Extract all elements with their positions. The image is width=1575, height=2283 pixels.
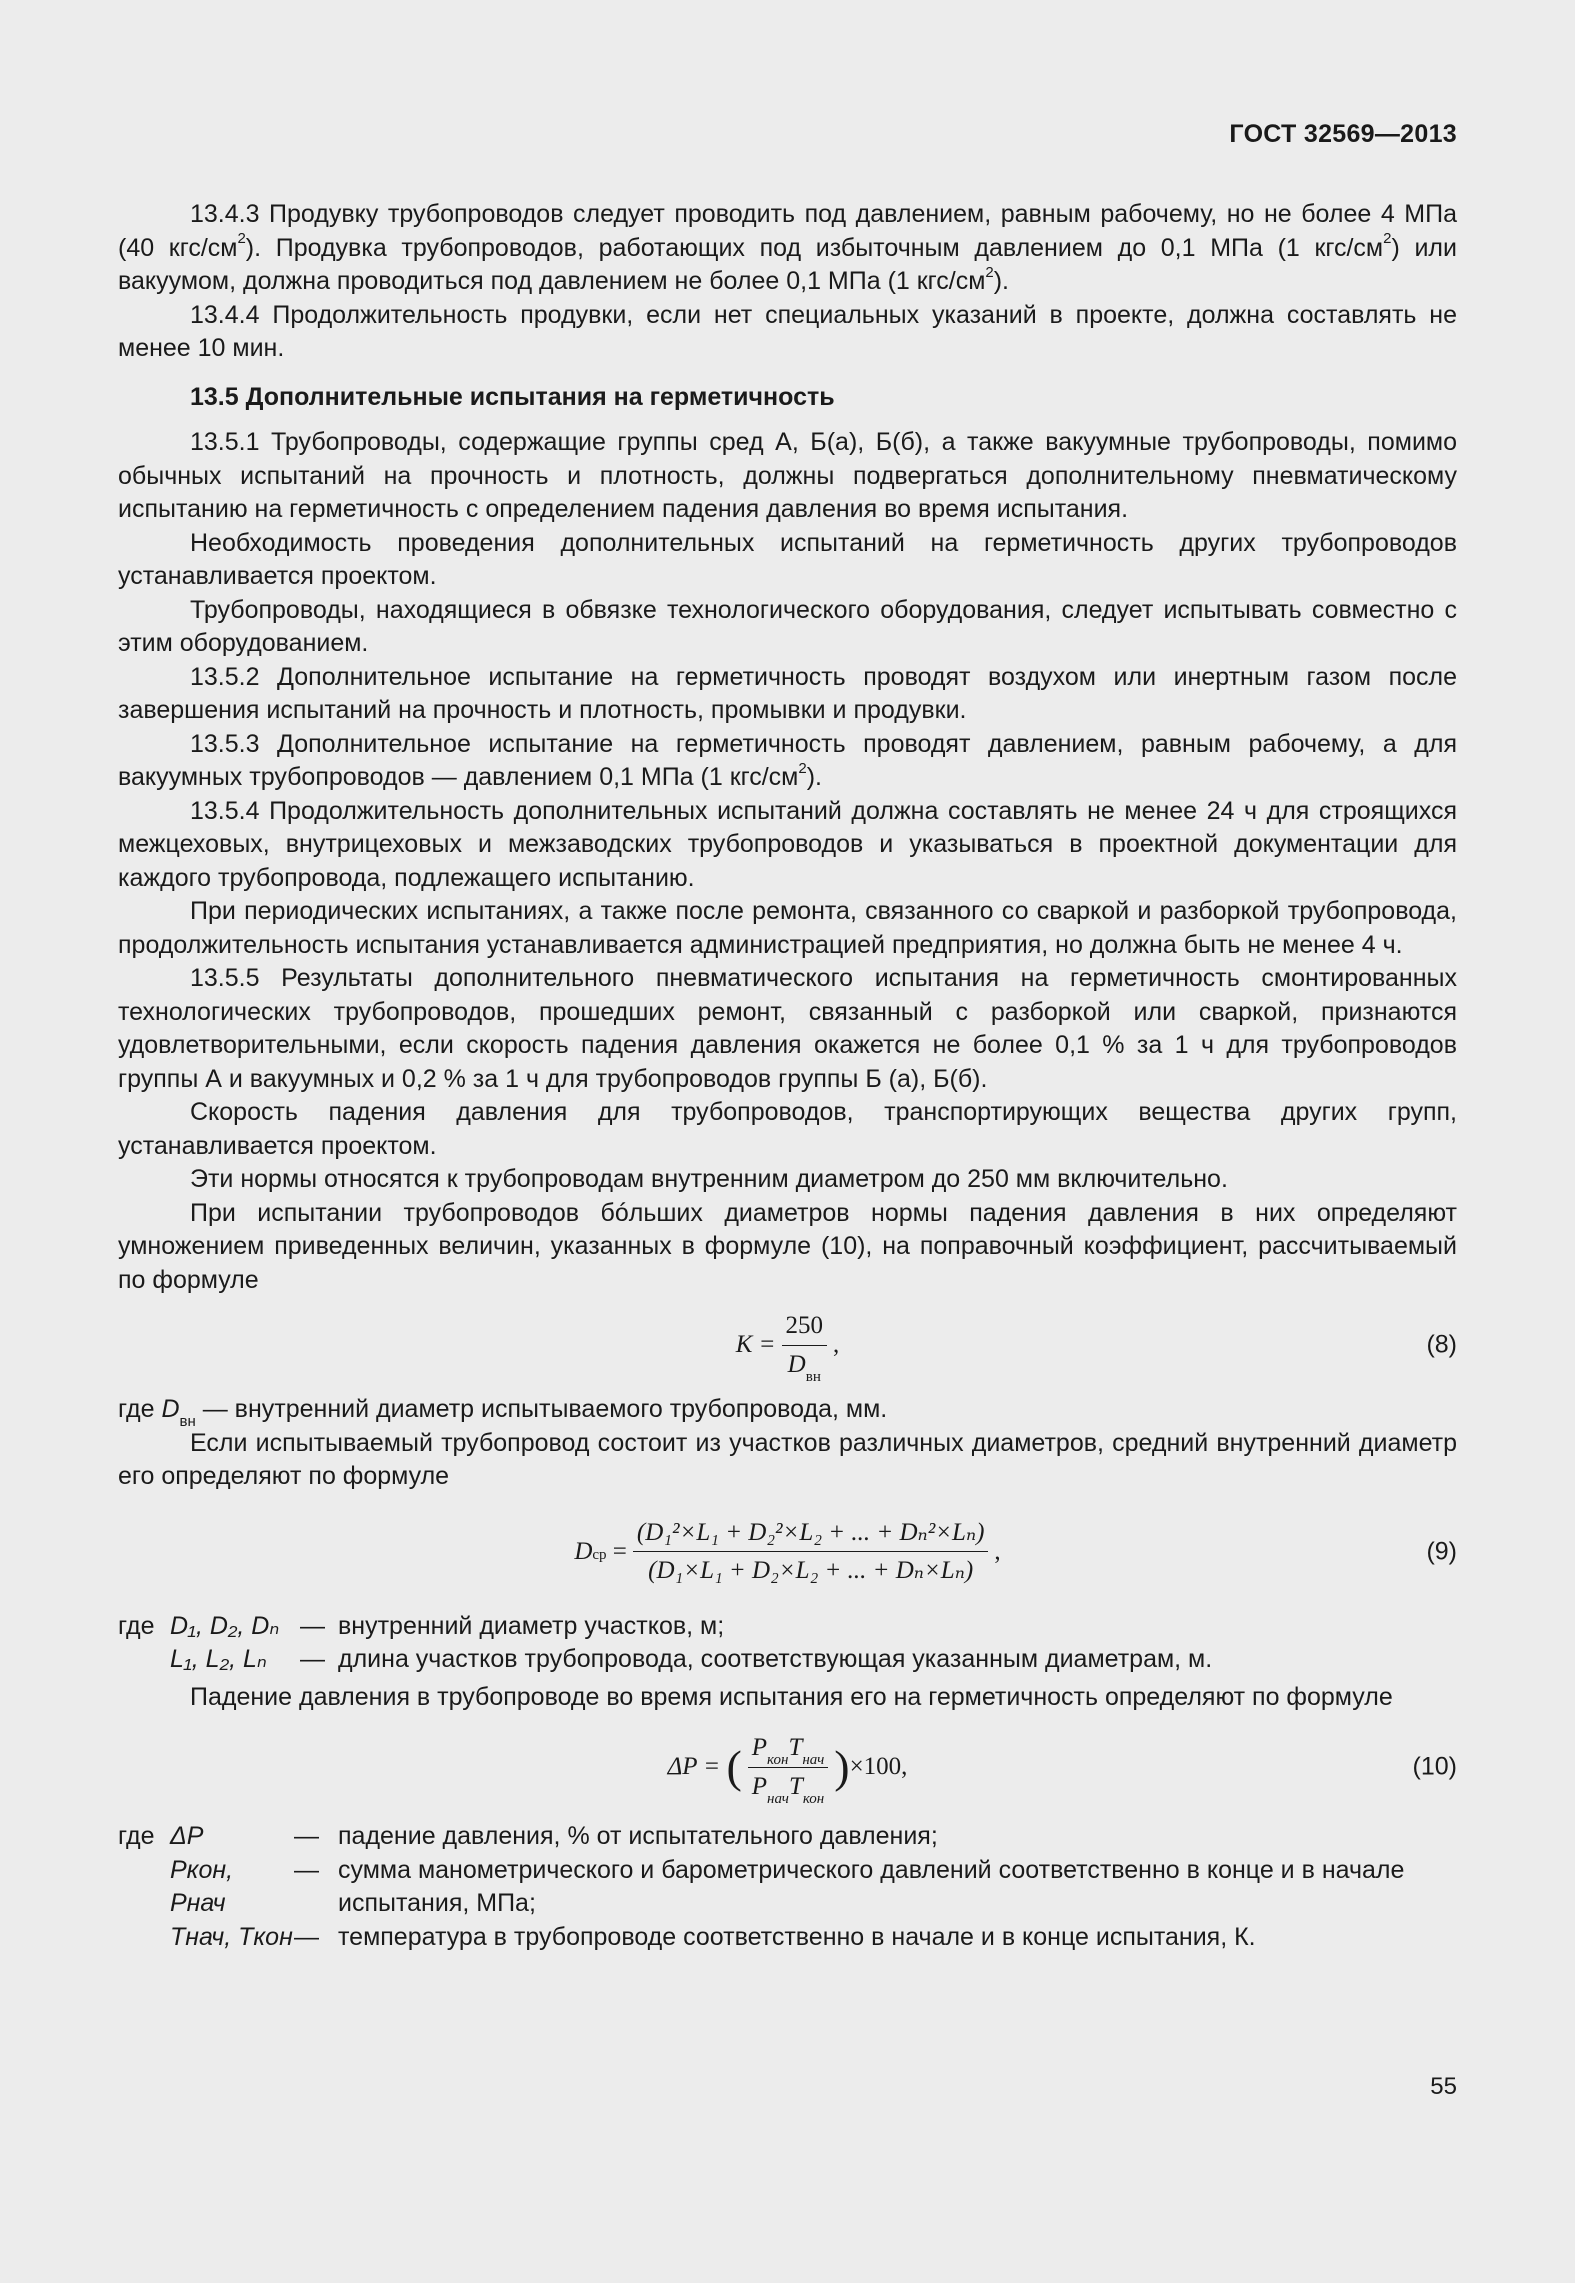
paragraph-13-5-2: 13.5.2 Дополнительное испытание на герметичность проводят воздухом или инертным газом после завершения испытаний на прочность и плотность, промывки и продувки. <box>118 662 1457 724</box>
equation-number: (9) <box>1426 1536 1457 1565</box>
paragraph: Необходимость проведения дополнительных испытаний на герметичность других трубопроводов устанавливается проектом. <box>118 528 1457 590</box>
paragraph: Скорость падения давления для трубопроводов, транспортирующих вещества других групп, устанавливается проектом. <box>118 1098 1457 1160</box>
equation-8: K = $\frac{250}{D_{вн}}$ , (8) <box>118 1305 1457 1385</box>
paragraph-13-5-3: 13.5.3 Дополнительное испытание на герметичность проводят давлением, равным рабочему, а для вакуумных трубопроводов — давлением 0,1 МПа (1 кгс/$см^2$). <box>118 729 1457 791</box>
equation-number: (10) <box>1412 1752 1457 1781</box>
where-clause: где $D_{вн}$ — внутренний диаметр испытываемого трубопровода, мм. <box>118 1395 888 1430</box>
paragraph-13-5-1: 13.5.1 Трубопроводы, содержащие группы сред А, Б(а), Б(б), а также вакуумные трубопроводы, помимо обычных испытаний на прочность и плотность, должны подвергаться дополнительному пневматическому испытанию на герметичность с определением падения давления во время испытания. <box>118 428 1457 523</box>
paragraph-13-4-4: 13.4.4 Продолжительность продувки, если нет специальных указаний в проекте, должна составлять не менее 10 мин. <box>118 300 1457 362</box>
paragraph-13-5-5: 13.5.5 Результаты дополнительного пневматического испытания на герметичность смонтированных технологических трубопроводов, прошедших ремонт, связанный с разборкой или сваркой, признаются удовлетворительными, если скорость падения давления окажется не более 0,1 % за 1 ч для трубопроводов группы А и вакуумных и 0,2 % за 1 ч для трубопроводов группы Б (а), Б(б). <box>118 964 1457 1093</box>
paragraph-13-5-4: 13.5.4 Продолжительность дополнительных испытаний должна составлять не менее 24 ч для строящихся межцеховых, внутрицеховых и межзаводских трубопроводов и указываться в проектной документации для каждого трубопровода, подлежащего испытанию. <box>118 796 1457 892</box>
paragraph: Эти нормы относятся к трубопроводам внутренним диаметром до 250 мм включительно. <box>190 1165 1228 1193</box>
standard-number: ГОСТ 32569—2013 <box>1229 120 1457 148</box>
section-heading-13-5: 13.5 Дополнительные испытания на герметичность <box>190 382 835 411</box>
paragraph: Трубопроводы, находящиеся в обвязке технологического оборудования, следует испытывать совместно с этим оборудованием. <box>118 595 1457 657</box>
page-number: 55 <box>1430 2073 1457 2100</box>
paragraph: При испытании трубопроводов бóльших диаметров нормы падения давления в них определяют умножением приведенных величин, указанных в формуле (10), на поправочный коэффициент, рассчитываемый по формуле <box>118 1198 1457 1294</box>
paragraph: При периодических испытаниях, а также после ремонта, связанного со сваркой и разборкой трубопровода, продолжительность испытания устанавливается администрацией предприятия, но должна быть не менее 4 ч. <box>118 897 1457 959</box>
equation-10: ΔP = ( $\frac{P_{кон}T_{нач}}{P_{нач}T_{кон}}$ ) ×100, (10) <box>118 1722 1457 1812</box>
where-list: где ΔP — падение давления, % от испытательного давления; Pкон, Pнач — сумма манометрического и барометрического давлений соответственно в конце и в начале испытания, МПа; Tнач, Tкон — температура в трубопроводе соответственно в начале и в конце испытания, К. <box>118 1822 1405 1951</box>
paragraph-13-4-3: 13.4.3 Продувку трубопроводов следует проводить под давлением, равным рабочему, но не более 4 МПа (40 кгс/$см^2$). Продувка трубопроводов, работающих под избыточным давлением до 0,1 МПа (1 кгс/$см^2$) или вакуумом, должна проводиться под давлением не более 0,1 МПа (1 кгс/$см^2$). <box>118 200 1457 295</box>
equation-9: D $_{ср}$ = $\frac{\text{(D₁²×L₁ + D₂²×L₂ + ... + Dₙ²×Lₙ)}}{\text{(D₁×L₁ + D₂×L₂ + ... + Dₙ×Lₙ)}}$ , (9) <box>118 1502 1457 1602</box>
equation-number: (8) <box>1426 1330 1457 1359</box>
paragraph: Падение давления в трубопроводе во время испытания его на герметичность определяют по формуле <box>190 1682 1393 1711</box>
where-list: где D₁, D₂, Dₙ — внутренний диаметр участков, м; L₁, L₂, Lₙ — длина участков трубопровода, соответствующая указанным диаметрам, м. <box>118 1611 1213 1673</box>
paragraph: Если испытываемый трубопровод состоит из участков различных диаметров, средний внутренний диаметр его определяют по формуле <box>118 1428 1457 1490</box>
page-content <box>118 198 1457 1958</box>
